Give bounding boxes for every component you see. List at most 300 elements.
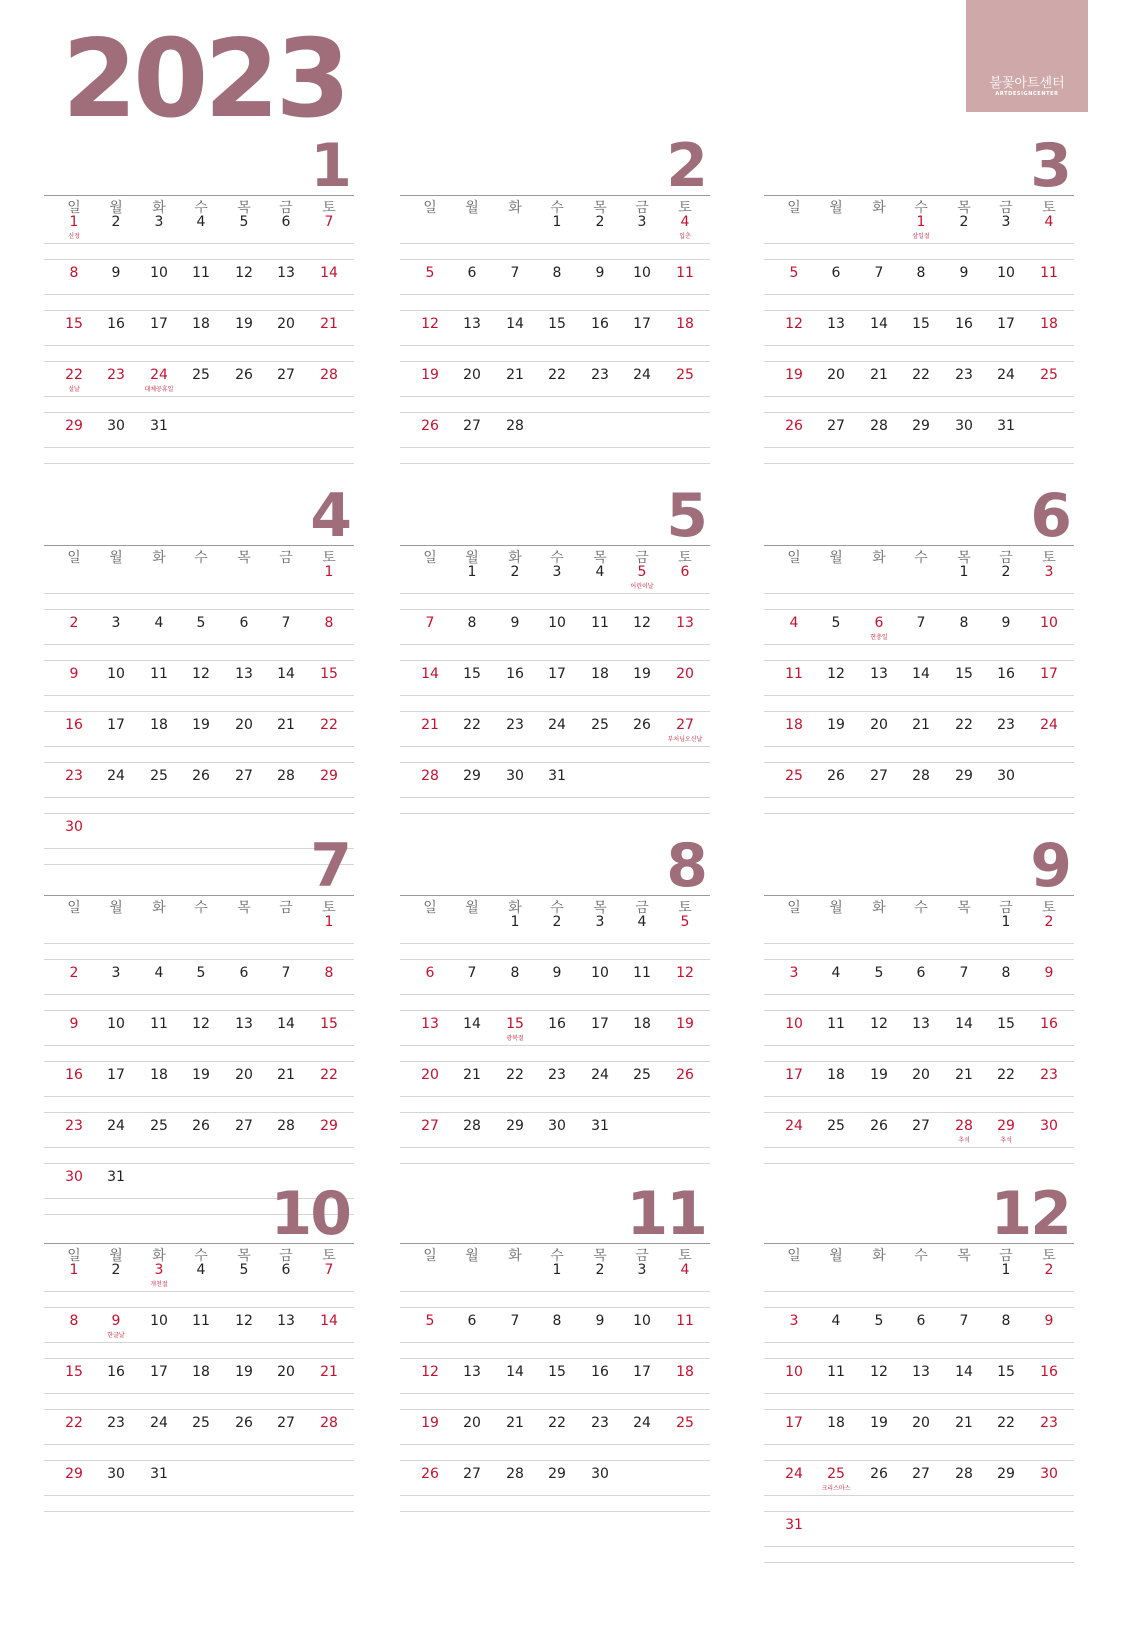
weekday-label: 금 [635, 900, 649, 916]
weekday-label: 일 [67, 550, 81, 566]
day-cell: 13 [870, 666, 888, 682]
day-cell: 1 [959, 564, 969, 580]
day-cell: 20 [912, 1415, 930, 1431]
day-cell: 4 [680, 1262, 690, 1278]
weekday-label: 월 [465, 900, 479, 916]
month-header-rule [44, 1243, 354, 1244]
day-cell: 18 [192, 316, 210, 332]
week-rule [764, 1511, 1074, 1512]
day-cell: 23 [107, 367, 125, 383]
day-cell: 18 [785, 717, 803, 733]
day-cell: 23 [548, 1067, 566, 1083]
week-rule [400, 1112, 710, 1113]
day-cell: 15 [320, 666, 338, 682]
month-header-rule [400, 195, 710, 196]
day-cell: 9 [959, 265, 969, 281]
day-cell: 6 [467, 265, 477, 281]
day-cell: 25 [150, 1118, 168, 1134]
day-cell: 13 [277, 265, 295, 281]
day-cell: 14 [463, 1016, 481, 1032]
day-cell: 13 [912, 1016, 930, 1032]
weekday-label: 목 [237, 1248, 251, 1264]
day-cell: 14 [506, 316, 524, 332]
week-rule [44, 1444, 354, 1445]
month-number: 11 [626, 1179, 706, 1249]
month-9 [764, 831, 1074, 1202]
weekday-label: 토 [322, 550, 336, 566]
day-cell: 24 [633, 1415, 651, 1431]
month-number: 5 [666, 481, 706, 551]
day-cell: 2 [111, 214, 121, 230]
weekday-label: 금 [635, 550, 649, 566]
day-cell: 25 [676, 367, 694, 383]
day-cell: 17 [548, 666, 566, 682]
day-cell: 8 [959, 615, 969, 631]
day-cell: 22 [548, 1415, 566, 1431]
day-cell: 28 [870, 418, 888, 434]
weekday-label: 수 [194, 900, 208, 916]
day-cell: 7 [281, 965, 291, 981]
day-cell: 16 [548, 1016, 566, 1032]
week-rule [400, 943, 710, 944]
day-cell: 6 [281, 1262, 291, 1278]
day-cell: 26 [785, 418, 803, 434]
day-cell: 15 [65, 316, 83, 332]
week-rule [764, 593, 1074, 594]
day-cell: 14 [912, 666, 930, 682]
day-cell: 4 [789, 615, 799, 631]
day-cell: 8 [69, 265, 79, 281]
day-cell: 4 [196, 214, 206, 230]
day-cell: 3 [637, 1262, 647, 1278]
day-cell: 17 [150, 316, 168, 332]
day-cell: 28 [463, 1118, 481, 1134]
weekday-label: 목 [593, 550, 607, 566]
day-cell: 9 [69, 666, 79, 682]
day-cell: 21 [320, 316, 338, 332]
week-rule [44, 746, 354, 747]
week-rule [764, 711, 1074, 712]
week-rule [44, 259, 354, 260]
day-cell: 31 [150, 1466, 168, 1482]
week-rule [764, 660, 1074, 661]
week-rule [764, 1562, 1074, 1563]
day-cell: 23 [591, 1415, 609, 1431]
day-cell: 2 [595, 1262, 605, 1278]
day-cell: 14 [277, 666, 295, 682]
holiday-label: 크리스마스 [821, 1485, 851, 1492]
day-cell: 27 [235, 768, 253, 784]
week-rule [764, 361, 1074, 362]
day-cell: 15 [997, 1016, 1015, 1032]
day-cell: 2 [1044, 1262, 1054, 1278]
day-cell: 28 [506, 1466, 524, 1482]
day-cell: 13 [463, 316, 481, 332]
day-cell: 1 [467, 564, 477, 580]
month-7 [44, 831, 354, 1202]
day-cell: 20 [870, 717, 888, 733]
day-cell: 25 [676, 1415, 694, 1431]
day-cell: 27 [235, 1118, 253, 1134]
day-cell: 6 [239, 965, 249, 981]
week-rule [400, 959, 710, 960]
weekday-label: 목 [957, 550, 971, 566]
week-rule [764, 1061, 1074, 1062]
day-cell: 12 [421, 1364, 439, 1380]
day-cell: 19 [870, 1415, 888, 1431]
day-cell: 3 [154, 1262, 164, 1278]
weekday-label: 수 [550, 900, 564, 916]
day-cell: 9 [595, 265, 605, 281]
day-cell: 28 [912, 768, 930, 784]
weekday-label: 월 [829, 200, 843, 216]
weekday-label: 일 [67, 200, 81, 216]
day-cell: 7 [874, 265, 884, 281]
day-cell: 31 [150, 418, 168, 434]
day-cell: 27 [463, 418, 481, 434]
weekday-label: 일 [423, 1248, 437, 1264]
day-cell: 1 [324, 564, 334, 580]
day-cell: 6 [239, 615, 249, 631]
week-rule [400, 447, 710, 448]
weekday-label: 토 [1042, 200, 1056, 216]
day-cell: 21 [421, 717, 439, 733]
day-cell: 21 [506, 367, 524, 383]
month-header-rule [400, 1243, 710, 1244]
day-cell: 1 [324, 914, 334, 930]
day-cell: 19 [192, 717, 210, 733]
holiday-label: 어린이날 [630, 583, 654, 590]
week-rule [400, 1307, 710, 1308]
day-cell: 30 [107, 418, 125, 434]
day-cell: 14 [955, 1364, 973, 1380]
day-cell: 1 [69, 1262, 79, 1278]
week-rule [400, 1409, 710, 1410]
holiday-label: 현충일 [870, 634, 888, 641]
day-cell: 2 [1001, 564, 1011, 580]
day-cell: 18 [676, 1364, 694, 1380]
weekday-label: 토 [1042, 550, 1056, 566]
weekday-label: 수 [194, 200, 208, 216]
year-title: 2023 [62, 17, 347, 142]
day-cell: 13 [912, 1364, 930, 1380]
week-rule [44, 1358, 354, 1359]
day-cell: 23 [955, 367, 973, 383]
day-cell: 11 [192, 1313, 210, 1329]
week-rule [400, 396, 710, 397]
week-rule [400, 1358, 710, 1359]
week-rule [44, 959, 354, 960]
week-rule [400, 762, 710, 763]
week-rule [764, 1045, 1074, 1046]
weekday-label: 월 [465, 550, 479, 566]
month-header-rule [764, 195, 1074, 196]
weekday-label: 목 [593, 200, 607, 216]
day-cell: 20 [463, 1415, 481, 1431]
day-cell: 21 [870, 367, 888, 383]
day-cell: 17 [997, 316, 1015, 332]
day-cell: 25 [192, 367, 210, 383]
week-rule [44, 797, 354, 798]
month-2 [400, 131, 710, 502]
day-cell: 10 [150, 1313, 168, 1329]
day-cell: 25 [827, 1466, 845, 1482]
day-cell: 6 [680, 564, 690, 580]
month-header-rule [764, 895, 1074, 896]
day-cell: 20 [235, 1067, 253, 1083]
day-cell: 2 [552, 914, 562, 930]
day-cell: 22 [997, 1067, 1015, 1083]
day-cell: 22 [65, 367, 83, 383]
day-cell: 3 [111, 615, 121, 631]
day-cell: 23 [65, 1118, 83, 1134]
day-cell: 1 [552, 1262, 562, 1278]
week-rule [400, 609, 710, 610]
day-cell: 5 [874, 1313, 884, 1329]
week-rule [764, 1010, 1074, 1011]
weekday-label: 금 [999, 550, 1013, 566]
month-header-rule [44, 545, 354, 546]
day-cell: 27 [912, 1118, 930, 1134]
day-cell: 19 [785, 367, 803, 383]
week-rule [400, 412, 710, 413]
week-rule [764, 943, 1074, 944]
day-cell: 1 [916, 214, 926, 230]
day-cell: 27 [277, 367, 295, 383]
week-rule [764, 813, 1074, 814]
day-cell: 12 [192, 1016, 210, 1032]
day-cell: 16 [65, 1067, 83, 1083]
day-cell: 3 [595, 914, 605, 930]
day-cell: 22 [912, 367, 930, 383]
month-number: 2 [666, 131, 706, 201]
weekday-label: 금 [279, 900, 293, 916]
weekday-label: 일 [787, 1248, 801, 1264]
weekday-label: 목 [957, 200, 971, 216]
day-cell: 9 [1001, 615, 1011, 631]
weekday-label: 일 [423, 200, 437, 216]
day-cell: 4 [637, 914, 647, 930]
day-cell: 13 [235, 666, 253, 682]
weekday-label: 월 [109, 1248, 123, 1264]
day-cell: 5 [831, 615, 841, 631]
day-cell: 17 [633, 316, 651, 332]
day-cell: 24 [107, 1118, 125, 1134]
weekday-label: 토 [322, 200, 336, 216]
day-cell: 17 [785, 1415, 803, 1431]
weekday-label: 월 [829, 1248, 843, 1264]
day-cell: 1 [69, 214, 79, 230]
day-cell: 5 [425, 1313, 435, 1329]
day-cell: 4 [680, 214, 690, 230]
holiday-label: 신정 [68, 233, 80, 240]
month-number: 10 [270, 1179, 350, 1249]
month-11 [400, 1179, 710, 1550]
day-cell: 12 [192, 666, 210, 682]
weekday-label: 일 [787, 550, 801, 566]
month-number: 7 [310, 831, 350, 901]
weekday-label: 화 [152, 200, 166, 216]
day-cell: 31 [107, 1169, 125, 1185]
day-cell: 29 [463, 768, 481, 784]
day-cell: 26 [192, 768, 210, 784]
day-cell: 2 [69, 615, 79, 631]
day-cell: 7 [959, 1313, 969, 1329]
day-cell: 29 [955, 768, 973, 784]
day-cell: 8 [916, 265, 926, 281]
week-rule [400, 813, 710, 814]
day-cell: 23 [1040, 1415, 1058, 1431]
weekday-label: 금 [635, 1248, 649, 1264]
week-rule [44, 1291, 354, 1292]
day-cell: 12 [235, 265, 253, 281]
day-cell: 23 [591, 367, 609, 383]
weekday-label: 토 [678, 900, 692, 916]
day-cell: 30 [591, 1466, 609, 1482]
day-cell: 26 [676, 1067, 694, 1083]
day-cell: 4 [1044, 214, 1054, 230]
day-cell: 22 [997, 1415, 1015, 1431]
weekday-label: 화 [508, 200, 522, 216]
day-cell: 13 [421, 1016, 439, 1032]
day-cell: 30 [65, 819, 83, 835]
day-cell: 5 [239, 1262, 249, 1278]
weekday-label: 수 [550, 1248, 564, 1264]
day-cell: 4 [595, 564, 605, 580]
day-cell: 1 [1001, 914, 1011, 930]
week-rule [400, 463, 710, 464]
day-cell: 4 [831, 1313, 841, 1329]
day-cell: 16 [107, 1364, 125, 1380]
week-rule [44, 711, 354, 712]
weekday-label: 일 [423, 550, 437, 566]
holiday-label: 광복절 [506, 1035, 524, 1042]
day-cell: 19 [421, 367, 439, 383]
day-cell: 16 [1040, 1364, 1058, 1380]
weekday-label: 화 [508, 550, 522, 566]
day-cell: 25 [633, 1067, 651, 1083]
week-rule [400, 243, 710, 244]
day-cell: 8 [1001, 965, 1011, 981]
week-rule [44, 310, 354, 311]
day-cell: 24 [785, 1466, 803, 1482]
day-cell: 4 [154, 965, 164, 981]
day-cell: 28 [421, 768, 439, 784]
day-cell: 24 [633, 367, 651, 383]
weekday-label: 일 [787, 200, 801, 216]
day-cell: 15 [548, 1364, 566, 1380]
day-cell: 29 [997, 1466, 1015, 1482]
day-cell: 21 [955, 1415, 973, 1431]
week-rule [764, 994, 1074, 995]
day-cell: 16 [955, 316, 973, 332]
day-cell: 18 [150, 717, 168, 733]
day-cell: 23 [1040, 1067, 1058, 1083]
day-cell: 8 [324, 615, 334, 631]
week-rule [44, 1307, 354, 1308]
weekday-label: 월 [109, 200, 123, 216]
day-cell: 11 [676, 265, 694, 281]
day-cell: 15 [320, 1016, 338, 1032]
day-cell: 26 [633, 717, 651, 733]
day-cell: 18 [633, 1016, 651, 1032]
day-cell: 12 [633, 615, 651, 631]
day-cell: 18 [676, 316, 694, 332]
holiday-label: 부처님오신날 [667, 736, 703, 743]
weekday-label: 수 [914, 900, 928, 916]
day-cell: 12 [870, 1364, 888, 1380]
day-cell: 24 [548, 717, 566, 733]
day-cell: 2 [111, 1262, 121, 1278]
day-cell: 29 [548, 1466, 566, 1482]
day-cell: 16 [1040, 1016, 1058, 1032]
week-rule [44, 1045, 354, 1046]
week-rule [764, 294, 1074, 295]
day-cell: 2 [959, 214, 969, 230]
week-rule [400, 797, 710, 798]
day-cell: 3 [1044, 564, 1054, 580]
day-cell: 12 [235, 1313, 253, 1329]
week-rule [44, 1147, 354, 1148]
day-cell: 11 [150, 1016, 168, 1032]
month-4 [44, 481, 354, 852]
day-cell: 28 [320, 1415, 338, 1431]
week-rule [764, 345, 1074, 346]
day-cell: 14 [506, 1364, 524, 1380]
weekday-label: 토 [1042, 900, 1056, 916]
day-cell: 28 [277, 768, 295, 784]
week-rule [44, 1460, 354, 1461]
week-rule [764, 1444, 1074, 1445]
week-rule [764, 1460, 1074, 1461]
day-cell: 7 [510, 1313, 520, 1329]
day-cell: 13 [676, 615, 694, 631]
day-cell: 5 [680, 914, 690, 930]
day-cell: 21 [277, 717, 295, 733]
day-cell: 31 [548, 768, 566, 784]
weekday-label: 화 [152, 900, 166, 916]
month-10 [44, 1179, 354, 1550]
day-cell: 5 [637, 564, 647, 580]
day-cell: 27 [463, 1466, 481, 1482]
day-cell: 13 [827, 316, 845, 332]
day-cell: 6 [874, 615, 884, 631]
day-cell: 22 [65, 1415, 83, 1431]
week-rule [764, 1112, 1074, 1113]
week-rule [400, 695, 710, 696]
week-rule [44, 1393, 354, 1394]
day-cell: 16 [107, 316, 125, 332]
day-cell: 10 [633, 1313, 651, 1329]
weekday-label: 목 [957, 1248, 971, 1264]
day-cell: 19 [235, 1364, 253, 1380]
day-cell: 19 [633, 666, 651, 682]
day-cell: 31 [997, 418, 1015, 434]
day-cell: 26 [421, 418, 439, 434]
day-cell: 20 [912, 1067, 930, 1083]
day-cell: 11 [633, 965, 651, 981]
week-rule [400, 994, 710, 995]
day-cell: 22 [320, 1067, 338, 1083]
day-cell: 21 [320, 1364, 338, 1380]
holiday-label: 추석 [1000, 1137, 1012, 1144]
day-cell: 4 [154, 615, 164, 631]
weekday-label: 수 [550, 200, 564, 216]
week-rule [764, 310, 1074, 311]
day-cell: 19 [870, 1067, 888, 1083]
week-rule [764, 959, 1074, 960]
day-cell: 29 [506, 1118, 524, 1134]
